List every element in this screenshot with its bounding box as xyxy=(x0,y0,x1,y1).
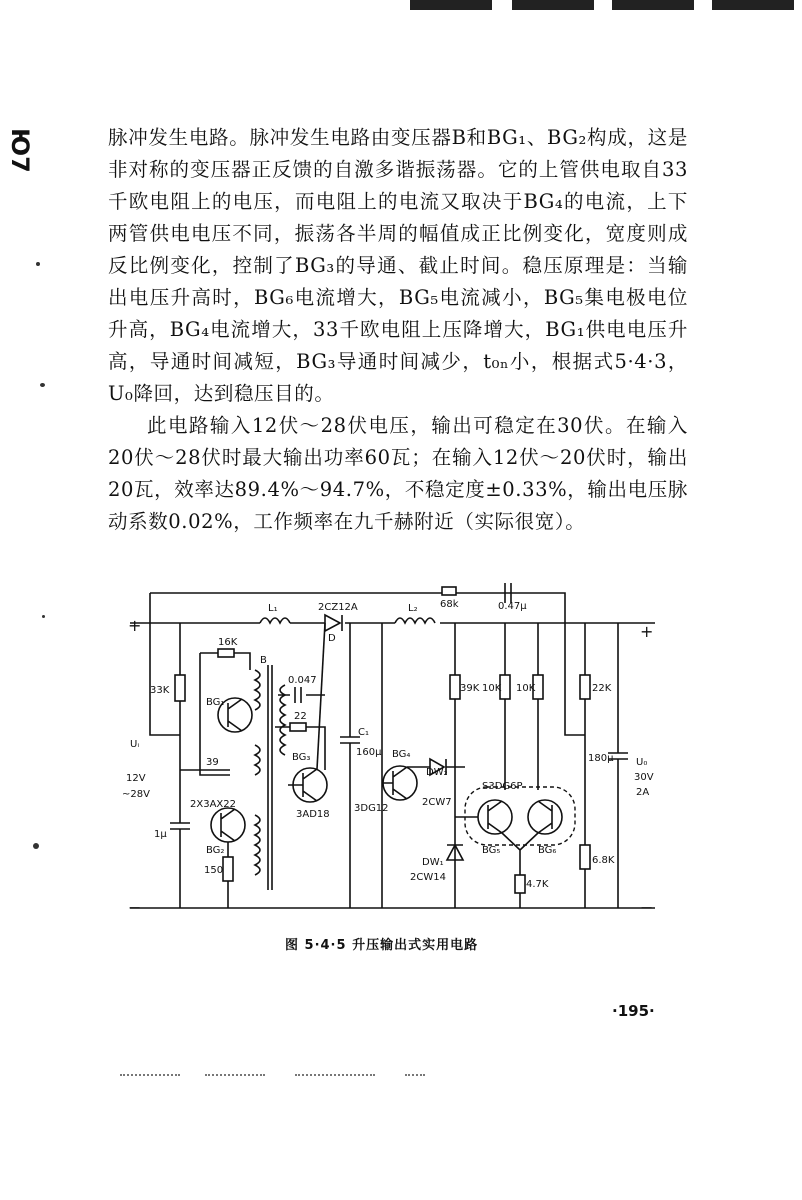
scan-mark xyxy=(410,0,492,10)
inductor-l1 xyxy=(260,618,290,623)
top-rail xyxy=(150,593,580,735)
diode-d xyxy=(325,615,342,631)
transformer-b xyxy=(255,670,260,875)
scan-artifact xyxy=(405,1074,425,1079)
label-plus-right: + xyxy=(640,622,654,641)
label-bg1: BG₁ xyxy=(206,697,225,708)
margin-handwriting: Ю7 xyxy=(6,128,34,173)
label-39: 39 xyxy=(206,757,219,768)
page-number: ·195· xyxy=(612,1002,655,1020)
label-q1-part: 2X3AX22 xyxy=(190,799,236,810)
figure-caption: 图 5·4·5 升压输出式实用电路 xyxy=(285,938,479,953)
resistor-4-7k xyxy=(515,875,525,893)
scan-artifact xyxy=(120,1074,180,1079)
label-bg4-part: 3DG12 xyxy=(354,803,389,814)
scan-mark xyxy=(612,0,694,10)
label-dw1-part: 2CW14 xyxy=(410,872,446,883)
scan-speck xyxy=(36,262,40,266)
body-paragraph-1: 脉冲发生电路。脉冲发生电路由变压器B和BG₁、BG₂构成，这是非对称的变压器正反馈的自激多谐振荡器。它的上管供电取自33千欧电阻上的电压，而电阻上的电流又取决于BG₄的电流，上下两管供电电压不同，振荡各半周的幅值成正比例变化，宽度则成反比例变化，控制了BG₃的导通、截止时间。稳压原理是：当输出电压升高时，BG₆电流增大，BG₅电流减小，BG₅集电极电位升高，BG₄电流增大，33千欧电阻上压降增大，BG₁供电电压升高，导通时间减短，BG₃导通时间减少，t₀ₙ小，根据式5·4·3，U₀降回，达到稳压目的。 xyxy=(108,126,688,405)
label-6-8k: 6.8K xyxy=(592,855,615,866)
label-22: 22 xyxy=(294,711,307,722)
label-l2: L₂ xyxy=(408,603,418,614)
resistor-22k xyxy=(580,675,590,699)
scan-speck xyxy=(40,383,45,387)
label-4-7k: 4.7K xyxy=(526,879,549,890)
resistor-33k xyxy=(175,675,185,701)
label-16k: 16K xyxy=(218,637,238,648)
label-12v: 12V xyxy=(126,773,146,784)
resistor-68k xyxy=(442,587,456,595)
label-bg2: BG₂ xyxy=(206,845,225,856)
body-paragraph-2: 此电路输入12伏～28伏电压，输出可稳定在30伏。在输入20伏～28伏时最大输出功率60瓦；在输入12伏～20伏时，输出20瓦，效率达89.4%～94.7%，不稳定度±0.33%，输出电压脉动系数0.02%，工作频率在九千赫附近（实际很宽）。 xyxy=(108,414,688,533)
feedback-left xyxy=(150,593,180,735)
label-diode-name: D xyxy=(328,633,336,644)
label-plus-left: + xyxy=(128,616,142,635)
scan-artifact xyxy=(295,1074,375,1079)
label-2a: 2A xyxy=(636,787,650,798)
label-22k: 22K xyxy=(592,683,612,694)
scan-speck xyxy=(33,843,39,849)
label-pair-part: S3DG6P xyxy=(482,781,523,792)
transistor-pair-box xyxy=(465,787,575,845)
resistor-22 xyxy=(290,723,306,731)
label-minus-left: − xyxy=(128,898,142,917)
label-dw2: DW₂ xyxy=(426,767,448,778)
resistor-16k xyxy=(218,649,234,657)
label-diode-part: 2CZ12A xyxy=(318,602,358,613)
label-30v: 30V xyxy=(634,772,654,783)
scan-speck xyxy=(42,615,45,618)
resistor-6-8k xyxy=(580,845,590,869)
resistor-39k xyxy=(450,675,460,699)
label-0047: 0.047 xyxy=(288,675,317,686)
label-transformer: B xyxy=(260,655,267,666)
resistor-150 xyxy=(223,857,233,881)
label-1u: 1μ xyxy=(154,829,167,840)
label-33k: 33K xyxy=(150,685,170,696)
label-dw2-part: 2CW7 xyxy=(422,797,452,808)
label-bg4: BG₄ xyxy=(392,749,411,760)
label-68k: 68k xyxy=(440,599,459,610)
label-bg3-part: 3AD18 xyxy=(296,809,330,820)
label-bg3: BG₃ xyxy=(292,752,311,763)
label-10k-b: 10K xyxy=(516,683,536,694)
label-10k-a: 10K xyxy=(482,683,502,694)
label-uo: U₀ xyxy=(636,757,648,768)
scan-mark xyxy=(712,0,794,10)
label-minus-right: − xyxy=(640,898,654,917)
label-150: 150 xyxy=(204,865,224,876)
circuit-diagram xyxy=(110,575,675,925)
resistor-10k-a xyxy=(500,675,510,699)
label-ui: Uᵢ xyxy=(130,739,140,750)
inductor-l2 xyxy=(395,618,435,623)
scan-artifact xyxy=(205,1074,265,1079)
label-28v: ~28V xyxy=(122,789,150,800)
label-c1-value: 160μ xyxy=(356,747,382,758)
label-047u: 0.47μ xyxy=(498,601,527,612)
label-39k: 39K xyxy=(460,683,480,694)
label-180u: 180μ xyxy=(588,753,614,764)
label-bg6: BG₆ xyxy=(538,845,557,856)
scan-mark xyxy=(512,0,594,10)
label-l1: L₁ xyxy=(268,603,278,614)
label-bg5: BG₅ xyxy=(482,845,501,856)
label-c1: C₁ xyxy=(358,727,369,738)
label-dw1: DW₁ xyxy=(422,857,444,868)
